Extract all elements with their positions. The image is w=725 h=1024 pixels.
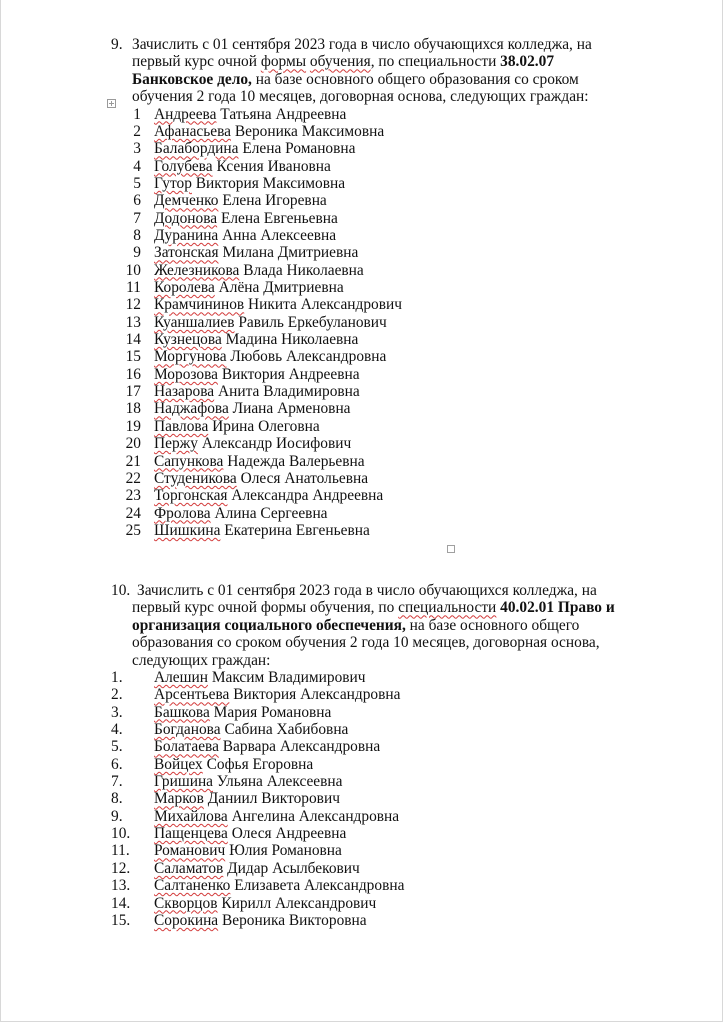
list-item — [1, 470, 725, 487]
list-item — [1, 860, 725, 877]
student-name — [154, 860, 360, 877]
order-9-line-2: первый курс очной формы обучения, по специальности 38.02.07 — [132, 53, 555, 71]
student-surname: Гришина — [154, 773, 214, 791]
order-10-line-1: Зачислить с 01 сентября 2023 года в число обучающихся колледжа, на — [137, 582, 597, 599]
student-name — [154, 756, 313, 773]
student-surname: Железникова — [154, 261, 240, 279]
list-item — [1, 842, 725, 859]
student-surname: Болатаева — [154, 738, 219, 756]
student-name — [154, 704, 331, 721]
list-item-number: 9 — [133, 244, 141, 262]
student-name — [154, 808, 399, 825]
list-item — [1, 669, 725, 686]
list-item-number: 9. — [111, 807, 123, 825]
student-name — [154, 210, 338, 227]
student-given-names: Мария Романовна — [213, 703, 332, 721]
list-item-number: 15. — [111, 911, 131, 929]
student-given-names: Елена Романовна — [242, 140, 356, 158]
student-given-names: Никита Александрович — [248, 296, 402, 314]
student-given-names: Татьяна Андреевна — [220, 105, 347, 123]
list-item-number: 4 — [133, 157, 141, 175]
student-surname: Королева — [154, 279, 215, 297]
list-item-number: 15 — [125, 348, 141, 366]
student-given-names: Даниил Викторович — [207, 790, 340, 808]
student-given-names: Равиль Еркебуланович — [238, 313, 387, 331]
student-surname: Войцех — [154, 755, 203, 773]
list-item-number: 24 — [125, 504, 141, 522]
student-name — [154, 686, 400, 703]
student-given-names: Ангелина Александровна — [231, 807, 400, 825]
order-9-paragraph — [1, 36, 725, 106]
student-surname: Башкова — [154, 703, 210, 721]
order-10-line-2: первый курс очной формы обучения, по специальности 40.02.01 Право и — [132, 599, 615, 617]
student-surname: Шишкина — [154, 521, 221, 539]
list-item-number: 14 — [125, 331, 141, 349]
spellcheck-word: обучения — [309, 53, 371, 71]
student-name — [154, 505, 328, 522]
list-item — [1, 296, 725, 313]
specialty-name: Банковское дело, — [132, 70, 252, 88]
list-item-number: 3 — [133, 140, 141, 158]
student-given-names: Алина Сергеевна — [214, 504, 328, 522]
student-given-names: Надежда Валерьевна — [227, 452, 365, 470]
order-10-paragraph — [1, 582, 725, 669]
list-item — [1, 192, 725, 209]
student-given-names: Сабина Хабибовна — [224, 721, 349, 739]
student-given-names: Юлия Романовна — [229, 842, 342, 860]
list-item — [1, 348, 725, 365]
student-given-names: Екатерина Евгеньевна — [224, 521, 370, 539]
student-given-names: Ксения Ивановна — [216, 157, 331, 175]
student-name — [154, 175, 345, 192]
list-item-number: 18 — [125, 400, 141, 418]
student-given-names: Анита Владимировна — [218, 383, 360, 401]
student-surname: Морозова — [154, 365, 218, 383]
list-item-number: 19 — [125, 417, 141, 435]
student-given-names: Виктория Александровна — [233, 686, 401, 704]
student-name — [154, 842, 342, 859]
student-surname: Саламатов — [154, 859, 224, 877]
student-name — [154, 487, 383, 504]
student-given-names: Ульяна Алексеевна — [216, 773, 343, 791]
student-name — [154, 453, 365, 470]
list-item — [1, 686, 725, 703]
order-10-line-5: следующих граждан: — [132, 651, 271, 669]
list-item — [1, 773, 725, 790]
student-name — [154, 738, 380, 755]
list-item-number: 12 — [125, 296, 141, 314]
student-name — [154, 773, 342, 790]
list-item-number: 22 — [125, 469, 141, 487]
student-surname: Демченко — [154, 192, 219, 210]
list-item-number: 10 — [125, 261, 141, 279]
student-surname: Торгонская — [154, 487, 228, 505]
order-9-line-3: Банковское дело, на базе основного общего образования со сроком — [132, 70, 579, 88]
list-item — [1, 227, 725, 244]
list-item — [1, 400, 725, 417]
student-name — [154, 296, 402, 313]
student-surname: Крамчининов — [154, 296, 245, 314]
order-10-line-3: организация социального обеспечения, на базе основного общего — [132, 616, 580, 634]
list-item — [1, 383, 725, 400]
list-item-number: 5. — [111, 738, 123, 756]
student-name — [154, 262, 364, 279]
student-name — [154, 314, 387, 331]
student-name — [154, 721, 348, 738]
student-surname: Моргунова — [154, 348, 227, 366]
student-given-names: Мадина Николаевна — [225, 331, 359, 349]
student-name — [154, 244, 358, 261]
student-name — [154, 158, 331, 175]
list-item — [1, 279, 725, 296]
order-item-10 — [1, 582, 725, 929]
order-9-number: 9. — [111, 36, 123, 53]
list-item — [1, 487, 725, 504]
list-item-number: 13 — [125, 313, 141, 331]
student-given-names: Вероника Викторовна — [222, 911, 367, 929]
student-given-names: Виктория Максимовна — [195, 175, 346, 192]
list-item-number: 13. — [111, 877, 131, 895]
list-item-number: 3. — [111, 703, 123, 721]
student-given-names: Милана Дмитриевна — [222, 244, 359, 262]
student-surname: Сапункова — [154, 452, 224, 470]
student-given-names: Кирилл Александрович — [221, 894, 377, 912]
student-name — [154, 435, 351, 452]
list-item — [1, 522, 725, 539]
list-item — [1, 825, 725, 842]
student-given-names: Виктория Андреевна — [221, 365, 360, 383]
order-item-9 — [1, 36, 725, 539]
student-surname: Арсентьева — [154, 686, 230, 704]
student-name — [154, 912, 367, 929]
list-item-number: 6 — [133, 192, 141, 210]
student-given-names: Олеся Андреевна — [231, 825, 347, 843]
list-item-number: 23 — [125, 487, 141, 505]
student-surname: Афанасьева — [154, 122, 231, 140]
list-item — [1, 912, 725, 929]
student-list-10 — [1, 669, 725, 929]
list-item — [1, 895, 725, 912]
student-surname: Алешин — [154, 669, 208, 687]
student-name — [154, 825, 346, 842]
student-name — [154, 895, 376, 912]
list-item-number: 6. — [111, 755, 123, 773]
student-name — [154, 279, 344, 296]
student-surname: Гутор — [154, 175, 192, 192]
list-item — [1, 790, 725, 807]
student-name — [154, 227, 336, 244]
student-given-names: Максим Владимирович — [211, 669, 366, 687]
list-item — [1, 756, 725, 773]
student-given-names: Елизавета Александровна — [234, 877, 405, 895]
list-item — [1, 210, 725, 227]
student-surname: Балабордина — [154, 140, 239, 158]
student-name — [154, 348, 386, 365]
order-10-line-4: образования со сроком обучения 2 года 10 месяцев, договорная основа, — [132, 634, 600, 652]
table-move-handle-icon[interactable] — [107, 99, 116, 108]
student-list-9 — [1, 106, 725, 540]
student-surname: Скворцов — [154, 894, 218, 912]
list-item-number: 14. — [111, 894, 131, 912]
student-name — [154, 400, 351, 417]
list-item — [1, 505, 725, 522]
list-item — [1, 808, 725, 825]
student-surname: Затонская — [154, 244, 219, 262]
spellcheck-word: формы — [260, 53, 307, 71]
list-item-number: 25 — [125, 521, 141, 539]
student-given-names: Александр Иосифович — [201, 435, 352, 453]
student-surname: Назарова — [154, 383, 215, 401]
list-item — [1, 140, 725, 157]
student-name — [154, 669, 366, 686]
student-name — [154, 418, 320, 435]
student-name — [154, 106, 346, 123]
list-item — [1, 738, 725, 755]
list-item — [1, 418, 725, 435]
student-given-names: Алёна Дмитриевна — [218, 279, 344, 297]
list-item-number: 4. — [111, 721, 123, 739]
student-name — [154, 366, 360, 383]
student-surname: Андреева — [154, 105, 217, 123]
student-given-names: Лиана Арменовна — [232, 400, 351, 418]
student-given-names: Вероника Максимовна — [234, 122, 385, 140]
list-item-number: 17 — [125, 383, 141, 401]
student-surname: Пержу — [154, 435, 198, 453]
order-10-number: 10. — [111, 582, 131, 599]
student-name — [154, 331, 358, 348]
student-given-names: Елена Игоревна — [222, 192, 327, 210]
student-given-names: Влада Николаевна — [243, 261, 364, 279]
list-item — [1, 366, 725, 383]
list-item — [1, 331, 725, 348]
student-surname: Михайлова — [154, 807, 228, 825]
list-item — [1, 123, 725, 140]
list-item — [1, 453, 725, 470]
list-item — [1, 244, 725, 261]
list-item-number: 12. — [111, 859, 131, 877]
student-given-names: Софья Егоровна — [206, 755, 314, 773]
student-name — [154, 877, 404, 894]
student-surname: Додонова — [154, 209, 218, 227]
student-surname: Пащенцева — [154, 825, 228, 843]
list-item-number: 5 — [133, 175, 141, 192]
student-given-names: Елена Евгеньевна — [220, 209, 338, 227]
list-item-number: 21 — [125, 452, 141, 470]
student-given-names: Александра Андреевна — [231, 487, 384, 505]
list-item-number: 16 — [125, 365, 141, 383]
student-given-names: Анна Алексеевна — [222, 227, 337, 245]
list-item — [1, 721, 725, 738]
specialty-name-part-2: организация социального обеспечения, — [132, 616, 406, 634]
student-surname: Романович — [154, 842, 226, 860]
list-item — [1, 314, 725, 331]
student-surname: Павлова — [154, 417, 209, 435]
student-given-names: Любовь Александровна — [230, 348, 387, 366]
student-given-names: Олеся Анатольевна — [240, 469, 369, 487]
list-item — [1, 877, 725, 894]
list-item-number: 10. — [111, 825, 131, 843]
student-surname: Студеникова — [154, 469, 237, 487]
student-name — [154, 790, 340, 807]
list-item-number: 2 — [133, 122, 141, 140]
student-surname: Дуранина — [154, 227, 219, 245]
specialty-code: 38.02.07 — [500, 53, 555, 71]
list-item-number: 8. — [111, 790, 123, 808]
student-given-names: Дидар Асылбекович — [227, 859, 360, 877]
list-item — [1, 158, 725, 175]
list-item — [1, 704, 725, 721]
student-surname: Куаншалиев — [154, 313, 235, 331]
student-name — [154, 140, 355, 157]
student-given-names: Варвара Александровна — [222, 738, 381, 756]
list-item-number: 11 — [126, 279, 141, 297]
list-item-number: 20 — [125, 435, 141, 453]
student-surname: Сорокина — [154, 911, 219, 929]
list-item-number: 11. — [111, 842, 130, 860]
list-item — [1, 175, 725, 192]
student-surname: Кузнецова — [154, 331, 222, 349]
student-given-names: Ирина Олеговна — [212, 417, 320, 435]
student-name — [154, 522, 370, 539]
list-item-number: 1. — [111, 669, 123, 687]
table-resize-handle-icon[interactable] — [447, 545, 455, 553]
list-item-number: 7. — [111, 773, 123, 791]
specialty-code: 40.02.01 — [500, 599, 555, 617]
student-surname: Наджафова — [154, 400, 229, 418]
student-name — [154, 383, 360, 400]
list-item — [1, 262, 725, 279]
spellcheck-word: специальности — [398, 599, 497, 617]
order-9-line-1: Зачислить с 01 сентября 2023 года в число обучающихся колледжа, на — [132, 36, 592, 53]
list-item-number: 1 — [133, 105, 141, 123]
specialty-name-part-1: Право и — [554, 599, 615, 617]
list-item-number: 7 — [133, 209, 141, 227]
order-9-line-4: обучения 2 года 10 месяцев, договорная основа, следующих граждан: — [132, 88, 589, 106]
student-surname: Богданова — [154, 721, 221, 739]
list-item — [1, 106, 725, 123]
list-item-number: 8 — [133, 227, 141, 245]
student-name — [154, 123, 384, 140]
student-surname: Салтаненко — [154, 877, 231, 895]
student-name — [154, 192, 327, 209]
student-surname: Марков — [154, 790, 204, 808]
student-name — [154, 470, 368, 487]
student-surname: Фролова — [154, 504, 211, 522]
list-item — [1, 435, 725, 452]
student-surname: Голубева — [154, 157, 213, 175]
list-item-number: 2. — [111, 686, 123, 704]
